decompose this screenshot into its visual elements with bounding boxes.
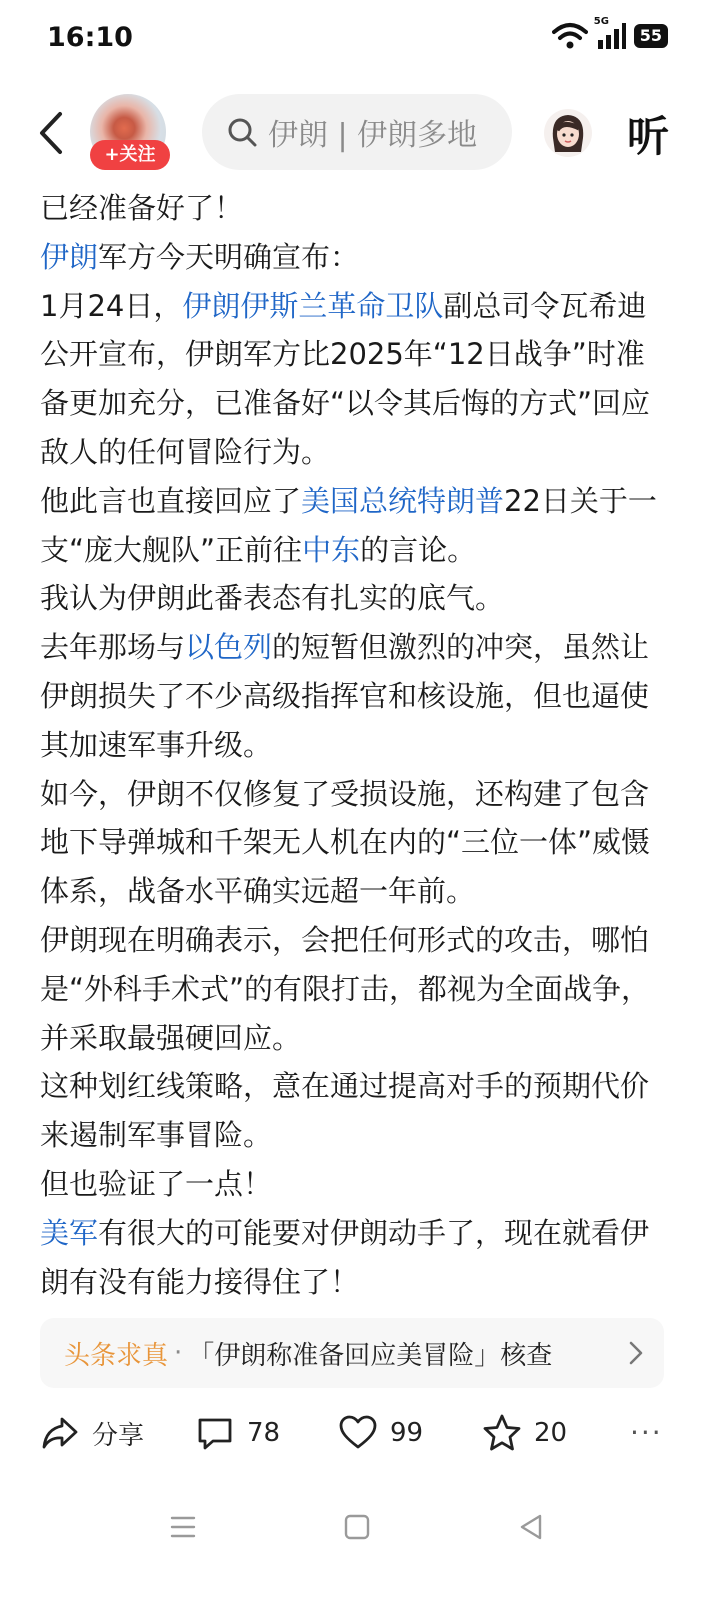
wifi-icon bbox=[552, 22, 588, 50]
comment-count: 78 bbox=[247, 1418, 281, 1448]
article-text: 去年那场与 bbox=[40, 630, 186, 665]
search-icon bbox=[226, 116, 258, 148]
article-paragraph bbox=[40, 574, 670, 623]
back-icon[interactable] bbox=[32, 108, 72, 158]
article-paragraph bbox=[40, 477, 670, 575]
comment-icon bbox=[195, 1413, 235, 1453]
network-type: 5G bbox=[593, 16, 609, 27]
share-button[interactable] bbox=[40, 1398, 144, 1468]
fact-check-tag: 头条求真 bbox=[64, 1340, 169, 1371]
article-paragraph bbox=[40, 184, 670, 233]
article-text: 这种划红线策略，意在通过提高对手的预期代价来遏制军事冒险。 bbox=[40, 1069, 650, 1153]
article-paragraph bbox=[40, 623, 670, 769]
article-paragraph bbox=[40, 916, 670, 1062]
article-paragraph bbox=[40, 770, 670, 916]
article-text: 的言论。 bbox=[360, 532, 477, 567]
article-text: 的短暂但激烈的冲突，虽然让伊朗损失了不少高级指挥官和核设施，但也逼使其加速军事升级。 bbox=[40, 630, 650, 762]
article-paragraph bbox=[40, 1062, 670, 1160]
more-button[interactable]: ··· bbox=[630, 1416, 663, 1449]
topic-link[interactable]: 以色列 bbox=[185, 630, 273, 665]
article-text: 已经准备好了！ bbox=[40, 191, 244, 225]
nav-back-icon[interactable] bbox=[514, 1510, 548, 1544]
signal-icon bbox=[593, 16, 626, 50]
author-avatar-group[interactable] bbox=[90, 94, 170, 174]
assistant-avatar-icon[interactable] bbox=[543, 108, 593, 158]
article-text: 1月24日， bbox=[40, 288, 183, 323]
share-icon bbox=[40, 1413, 80, 1453]
fact-check-card[interactable] bbox=[40, 1318, 664, 1388]
listen-button[interactable]: 听 bbox=[627, 112, 670, 161]
nav-home-icon[interactable] bbox=[340, 1510, 374, 1544]
article-text: 但也验证了一点！ bbox=[40, 1166, 273, 1201]
status-time: 16:10 bbox=[47, 22, 133, 53]
star-icon bbox=[482, 1413, 522, 1453]
article-text: 军方今天明确宣布： bbox=[98, 239, 360, 274]
article-text: 伊朗现在明确表示，会把任何形式的攻击，哪怕是“外科手术式”的有限打击，都视为全面战争，并采取最强硬回应。 bbox=[40, 922, 651, 1055]
system-nav-bar bbox=[0, 1504, 720, 1554]
favorite-count: 20 bbox=[534, 1418, 568, 1448]
article-paragraph bbox=[40, 1209, 670, 1307]
topic-link[interactable]: 美军 bbox=[40, 1215, 99, 1250]
share-label: 分享 bbox=[92, 1420, 145, 1451]
status-icons bbox=[552, 16, 668, 50]
battery-indicator: 55 bbox=[634, 24, 668, 48]
follow-button[interactable]: +关注 bbox=[90, 140, 170, 170]
like-count: 99 bbox=[390, 1418, 424, 1448]
fact-check-title: 「伊朗称准备回应美冒险」核查 bbox=[188, 1340, 553, 1371]
topic-link[interactable]: 中东 bbox=[302, 532, 361, 567]
article-text: 如今，伊朗不仅修复了受损设施，还构建了包含地下导弹城和千架无人机在内的“三位一体”威慑体系，战备水平确实远超一年前。 bbox=[40, 776, 651, 909]
comment-button[interactable] bbox=[195, 1398, 280, 1468]
article-text: 他此言也直接回应了 bbox=[40, 483, 302, 518]
fact-check-separator: · bbox=[174, 1338, 183, 1368]
article-text: 副总司令瓦希迪公开宣布，伊朗军方比2025年“12日战争”时准备更加充分，已准备好“以令其后悔的方式”回应敌人的任何冒险行为。 bbox=[40, 288, 651, 469]
article-paragraph bbox=[40, 1160, 670, 1209]
nav-menu-icon[interactable] bbox=[166, 1510, 200, 1544]
favorite-button[interactable] bbox=[482, 1398, 567, 1468]
article-text: 22日关于一支“庞大舰队”正前往 bbox=[40, 483, 657, 567]
search-placeholder: 伊朗 | 伊朗多地 bbox=[268, 118, 478, 153]
search-bar[interactable] bbox=[202, 94, 512, 170]
article-paragraph bbox=[40, 282, 670, 477]
status-bar bbox=[0, 0, 720, 80]
heart-icon bbox=[338, 1413, 378, 1453]
topic-link[interactable]: 美国总统特朗普 bbox=[301, 483, 505, 518]
like-button[interactable] bbox=[338, 1398, 423, 1468]
topic-link[interactable]: 伊朗伊斯兰革命卫队 bbox=[182, 288, 444, 323]
topic-link[interactable]: 伊朗 bbox=[40, 239, 99, 274]
article-paragraph bbox=[40, 233, 670, 282]
article-text: 有很大的可能要对伊朗动手了，现在就看伊朗有没有能力接得住了！ bbox=[40, 1215, 650, 1299]
action-bar bbox=[0, 1398, 720, 1468]
chevron-right-icon bbox=[628, 1340, 644, 1366]
article-text: 我认为伊朗此番表态有扎实的底气。 bbox=[40, 581, 505, 616]
header bbox=[0, 90, 720, 176]
article-body bbox=[40, 184, 670, 1306]
